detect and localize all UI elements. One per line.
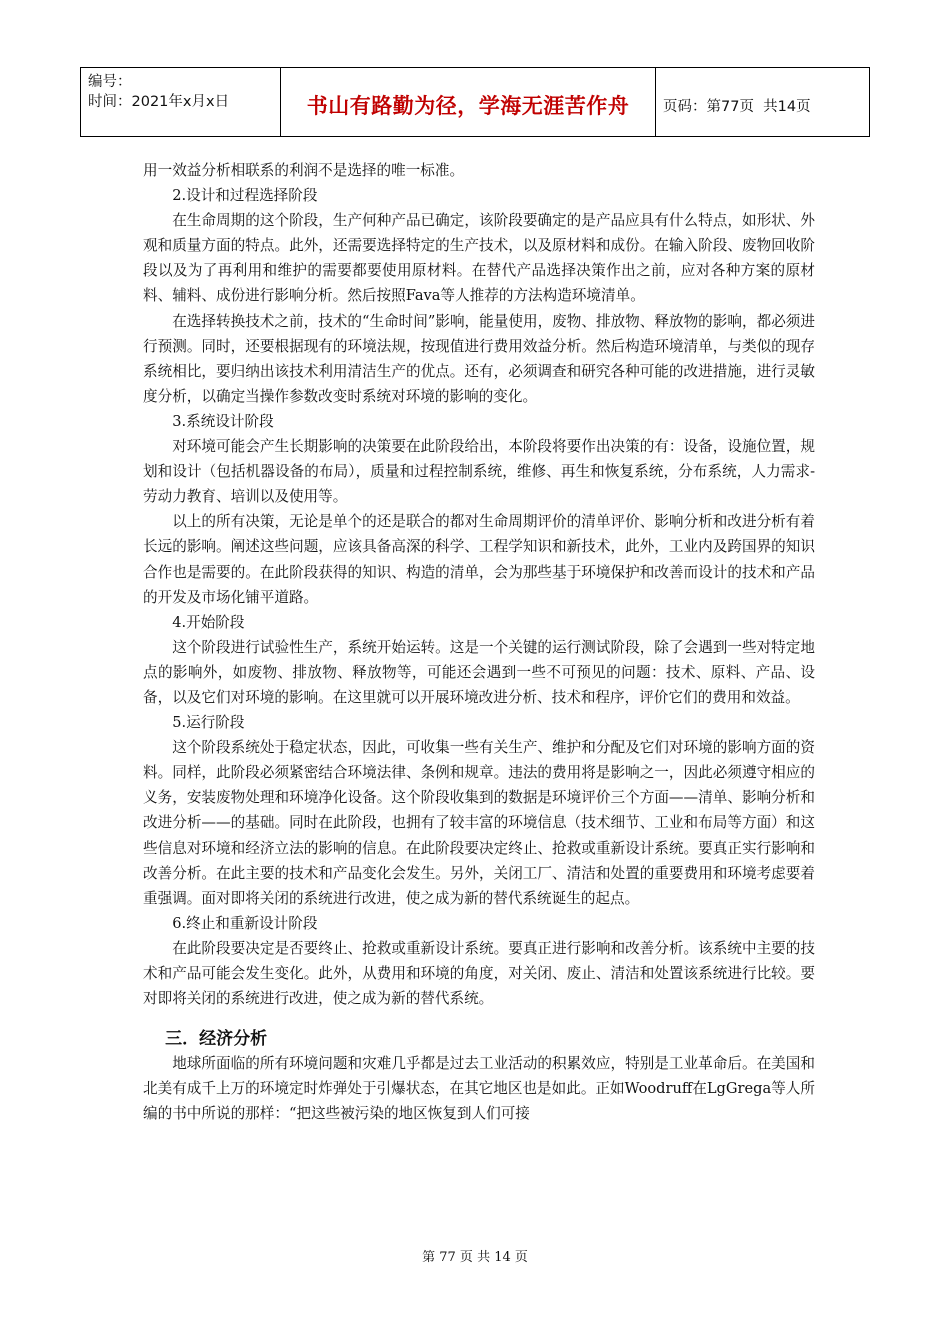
subheading: 6.终止和重新设计阶段 bbox=[172, 914, 318, 932]
paragraph: 这个阶段系统处于稳定状态，因此，可收集一些有关生产、维护和分配及它们对环境的影响方面的资料。同样，此阶段必须紧密结合环境法律、条例和规章。违法的费用将是影响之一，因此必须遵守相应的义务，安装废物处理和环境净化设备。这个阶段收集到的数据是环境评价三个方面——清单、影响分析和改进分析——的基础。同时在此阶段，也拥有了较丰富的环境信息（技术细节、工业和布局等方面）和这些信息对环境和经济立法的影响的信息。在此阶段要决定终止、抢救或重新设计系统。要真正实行影响和改善分析。在此主要的技术和产品变化会发生。另外，关闭工厂、清洁和处置的重要费用和环境考虑要着重强调。面对即将关闭的系统进行改进，使之成为新的替代系统诞生的起点。 bbox=[143, 739, 815, 907]
subheading: 5.运行阶段 bbox=[172, 714, 245, 732]
header-page bbox=[656, 68, 869, 136]
header-meta bbox=[81, 68, 281, 136]
subheading: 2.设计和过程选择阶段 bbox=[172, 187, 318, 205]
subheading: 4.开始阶段 bbox=[172, 613, 245, 631]
section-heading: 三．经济分析 bbox=[165, 1029, 268, 1050]
paragraph: 以上的所有决策，无论是单个的还是联合的都对生命周期评价的清单评价、影响分析和改进分析有着长远的影响。阐述这些问题，应该具备高深的科学、工程学知识和新技术，此外，工业内及跨国界的知识合作也是需要的。在此阶段获得的知识、构造的清单，会为那些基于环境保护和改善而设计的技术和产品的开发及市场化铺平道路。 bbox=[143, 513, 815, 606]
paragraph: 地球所面临的所有环境问题和灾难几乎都是过去工业活动的积累效应，特别是工业革命后。在美国和北美有成千上万的环境定时炸弹处于引爆状态，在其它地区也是如此。正如Woodruff在LgGrega等人所编的书中所说的那样：“把这些被污染的地区恢复到人们可接 bbox=[143, 1055, 815, 1123]
header-table bbox=[80, 67, 870, 137]
page-footer: 第 77 页 共 14 页 bbox=[422, 1250, 528, 1265]
paragraph: 这个阶段进行试验性生产，系统开始运转。这是一个关键的运行测试阶段，除了会遇到一些对特定地点的影响外，如废物、排放物、释放物等，可能还会遇到一些不可预见的问题：技术、原料、产品、设备，以及它们对环境的影响。在这里就可以开展环境改进分析、技术和程序，评价它们的费用和效益。 bbox=[143, 638, 815, 706]
header-motto bbox=[281, 68, 656, 136]
page-label: 页码：第77页 共14页 bbox=[663, 98, 811, 115]
motto-text: 书山有路勤为径，学海无涯苦作舟 bbox=[306, 93, 630, 118]
time-label: 时间：2021年x月x日 bbox=[88, 94, 230, 110]
paragraph: 在此阶段要决定是否要终止、抢救或重新设计系统。要真正进行影响和改善分析。该系统中主要的技术和产品可能会发生变化。此外，从费用和环境的角度，对关闭、废止、清洁和处置该系统进行比较。要对即将关闭的系统进行改进，使之成为新的替代系统。 bbox=[143, 939, 815, 1008]
paragraph: 对环境可能会产生长期影响的决策要在此阶段给出，本阶段将要作出决策的有：设备，设施位置，规划和设计（包括机器设备的布局），质量和过程控制系统，维修、再生和恢复系统，分布系统，人力需求-劳动力教育、培训以及使用等。 bbox=[143, 438, 815, 506]
subheading: 3.系统设计阶段 bbox=[172, 412, 274, 430]
document-body bbox=[143, 158, 815, 1126]
paragraph: 在生命周期的这个阶段，生产何种产品已确定，该阶段要确定的是产品应具有什么特点，如形状、外观和质量方面的特点。此外，还需要选择特定的生产技术，以及原材料和成份。在输入阶段、废物回收阶段以及为了再利用和维护的需要都要使用原材料。在替代产品选择决策作出之前，应对各种方案的原材料、辅料、成份进行影响分析。然后按照Fava等人推荐的方法构造环境清单。 bbox=[143, 212, 815, 305]
paragraph: 在选择转换技术之前，技术的“生命时间”影响，能量使用，废物、排放物、释放物的影响，都必须进行预测。同时，还要根据现有的环境法规，按现值进行费用效益分析。然后构造环境清单，与类似的现存系统相比，要归纳出该技术利用清洁生产的优点。还有，必须调查和研究各种可能的改进措施，进行灵敏度分析，以确定当操作参数改变时系统对环境的影响的变化。 bbox=[143, 312, 815, 405]
number-label: 编号： bbox=[88, 74, 132, 90]
paragraph: 用一效益分析相联系的利润不是选择的唯一标准。 bbox=[143, 162, 465, 179]
